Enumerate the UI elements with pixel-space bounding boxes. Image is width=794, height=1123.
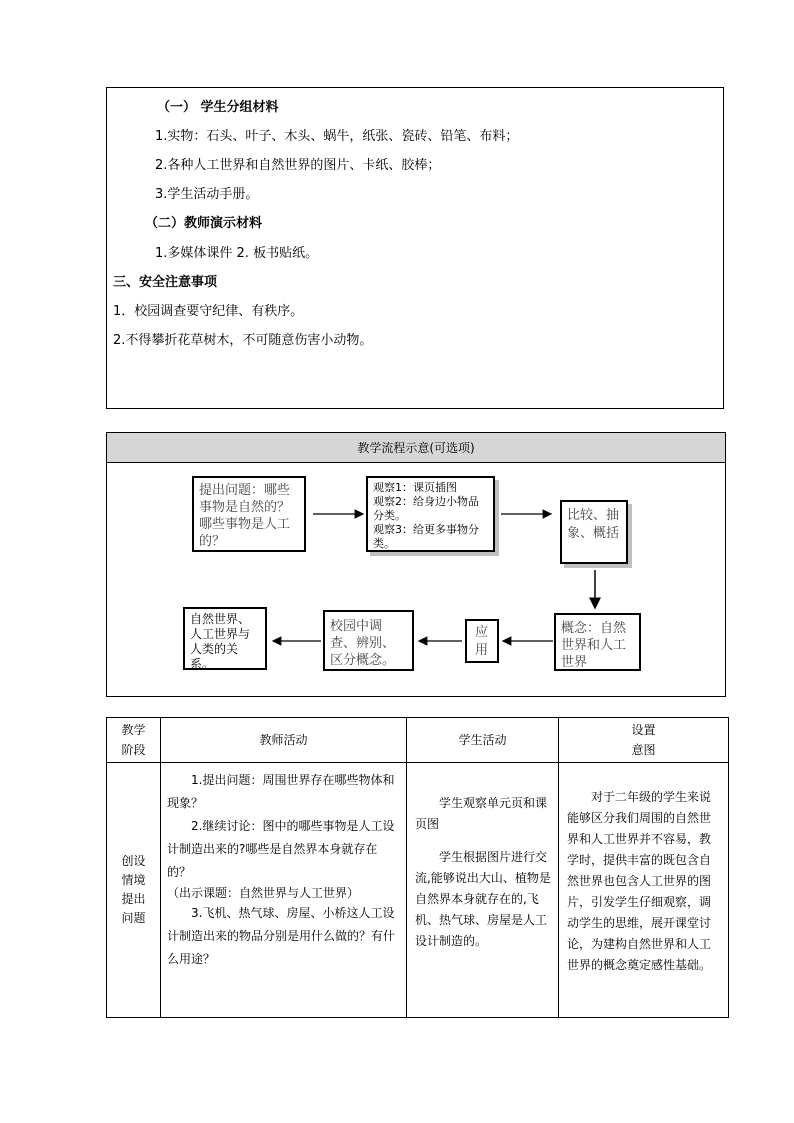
safety-item: 1．校园调查要守纪律、有秩序。 xyxy=(113,304,304,319)
teacher-activity-item: 2.继续讨论：图中的哪些事物是人工设计制造出来的?哪些是自然界本身就存在的？ xyxy=(167,819,395,879)
header-student-activity: 学生活动 xyxy=(407,718,559,763)
materials-section xyxy=(106,87,724,409)
teaching-flow-chart xyxy=(106,432,726,697)
teacher-activity-item: 3.飞机、热气球、房屋、小桥这人工设计制造出来的物品分别是用什么做的？有什么用途？ xyxy=(167,906,396,966)
student-activity-cell xyxy=(407,763,559,1018)
observe-line: 观察3：给更多事物分类。 xyxy=(373,523,479,550)
flow-box-concept: 概念：自然世界和人工世界 xyxy=(554,613,641,671)
flow-box-question: 提出问题：哪些事物是自然的？哪些事物是人工的？ xyxy=(192,476,306,552)
student-material-item: 3.学生活动手册。 xyxy=(155,187,259,202)
flow-box-apply: 应用 xyxy=(465,619,499,663)
lesson-table xyxy=(106,717,729,1018)
stage-cell: 创设 情境 提出 问题 xyxy=(107,763,161,1018)
teacher-material-items: 1.多媒体课件 2. 板书贴纸。 xyxy=(155,246,319,261)
flow-box-survey: 校园中调查、辨别、区分概念。 xyxy=(323,610,414,671)
student-activity-item: 学生根据图片进行交流,能够说出大山、植物是自然界本身就存在的,飞机、热气球、房屋是人工设计制造的。 xyxy=(415,850,551,948)
table-header-row xyxy=(107,718,729,763)
teacher-activity-item: 1.提出问题：周围世界存在哪些物体和现象？ xyxy=(167,773,395,810)
header-teacher-activity: 教师活动 xyxy=(161,718,407,763)
safety-heading: 三、安全注意事项 xyxy=(113,275,218,290)
purpose-cell xyxy=(559,763,729,1018)
student-materials-heading: （一） 学生分组材料 xyxy=(157,100,279,115)
student-activity-item: 学生观察单元页和课页图 xyxy=(415,796,548,831)
observe-line: 观察1：课页插图 xyxy=(373,481,457,494)
observe-line: 观察2：给身边小物品分类。 xyxy=(373,495,479,522)
flow-box-observe xyxy=(366,476,495,552)
teacher-materials-heading: （二）教师演示材料 xyxy=(145,216,263,231)
student-material-item: 2.各种人工世界和自然世界的图片、卡纸、胶棒； xyxy=(155,158,441,173)
purpose-text: 对于二年级的学生来说能够区分我们周围的自然世界和人工世界并不容易，教学时，提供丰富的既包含自然世界也包含人工世界的图片，引发学生仔细观察，调动学生的思维，展开课堂讨论，为建构自然世界和人工世界的概念奠定感性基础。 xyxy=(567,790,712,972)
table-row xyxy=(107,763,729,1018)
flow-box-relation: 自然世界、人工世界与人类的关系。 xyxy=(183,607,267,670)
teacher-activity-cell xyxy=(161,763,407,1018)
safety-item: 2.不得攀折花草树木，不可随意伤害小动物。 xyxy=(113,333,373,348)
flow-chart-header: 教学流程示意(可选项) xyxy=(107,433,725,463)
lesson-table-section xyxy=(106,717,728,1018)
lesson-title-note: （出示课题：自然世界与人工世界） xyxy=(167,886,360,900)
header-stage: 教学 阶段 xyxy=(107,718,161,763)
flow-box-compare: 比较、抽象、概括 xyxy=(560,500,628,564)
header-purpose: 设置 意图 xyxy=(559,718,729,763)
student-material-item: 1.实物：石头、叶子、木头、蜗牛，纸张、瓷砖、铅笔、布料； xyxy=(155,129,519,144)
